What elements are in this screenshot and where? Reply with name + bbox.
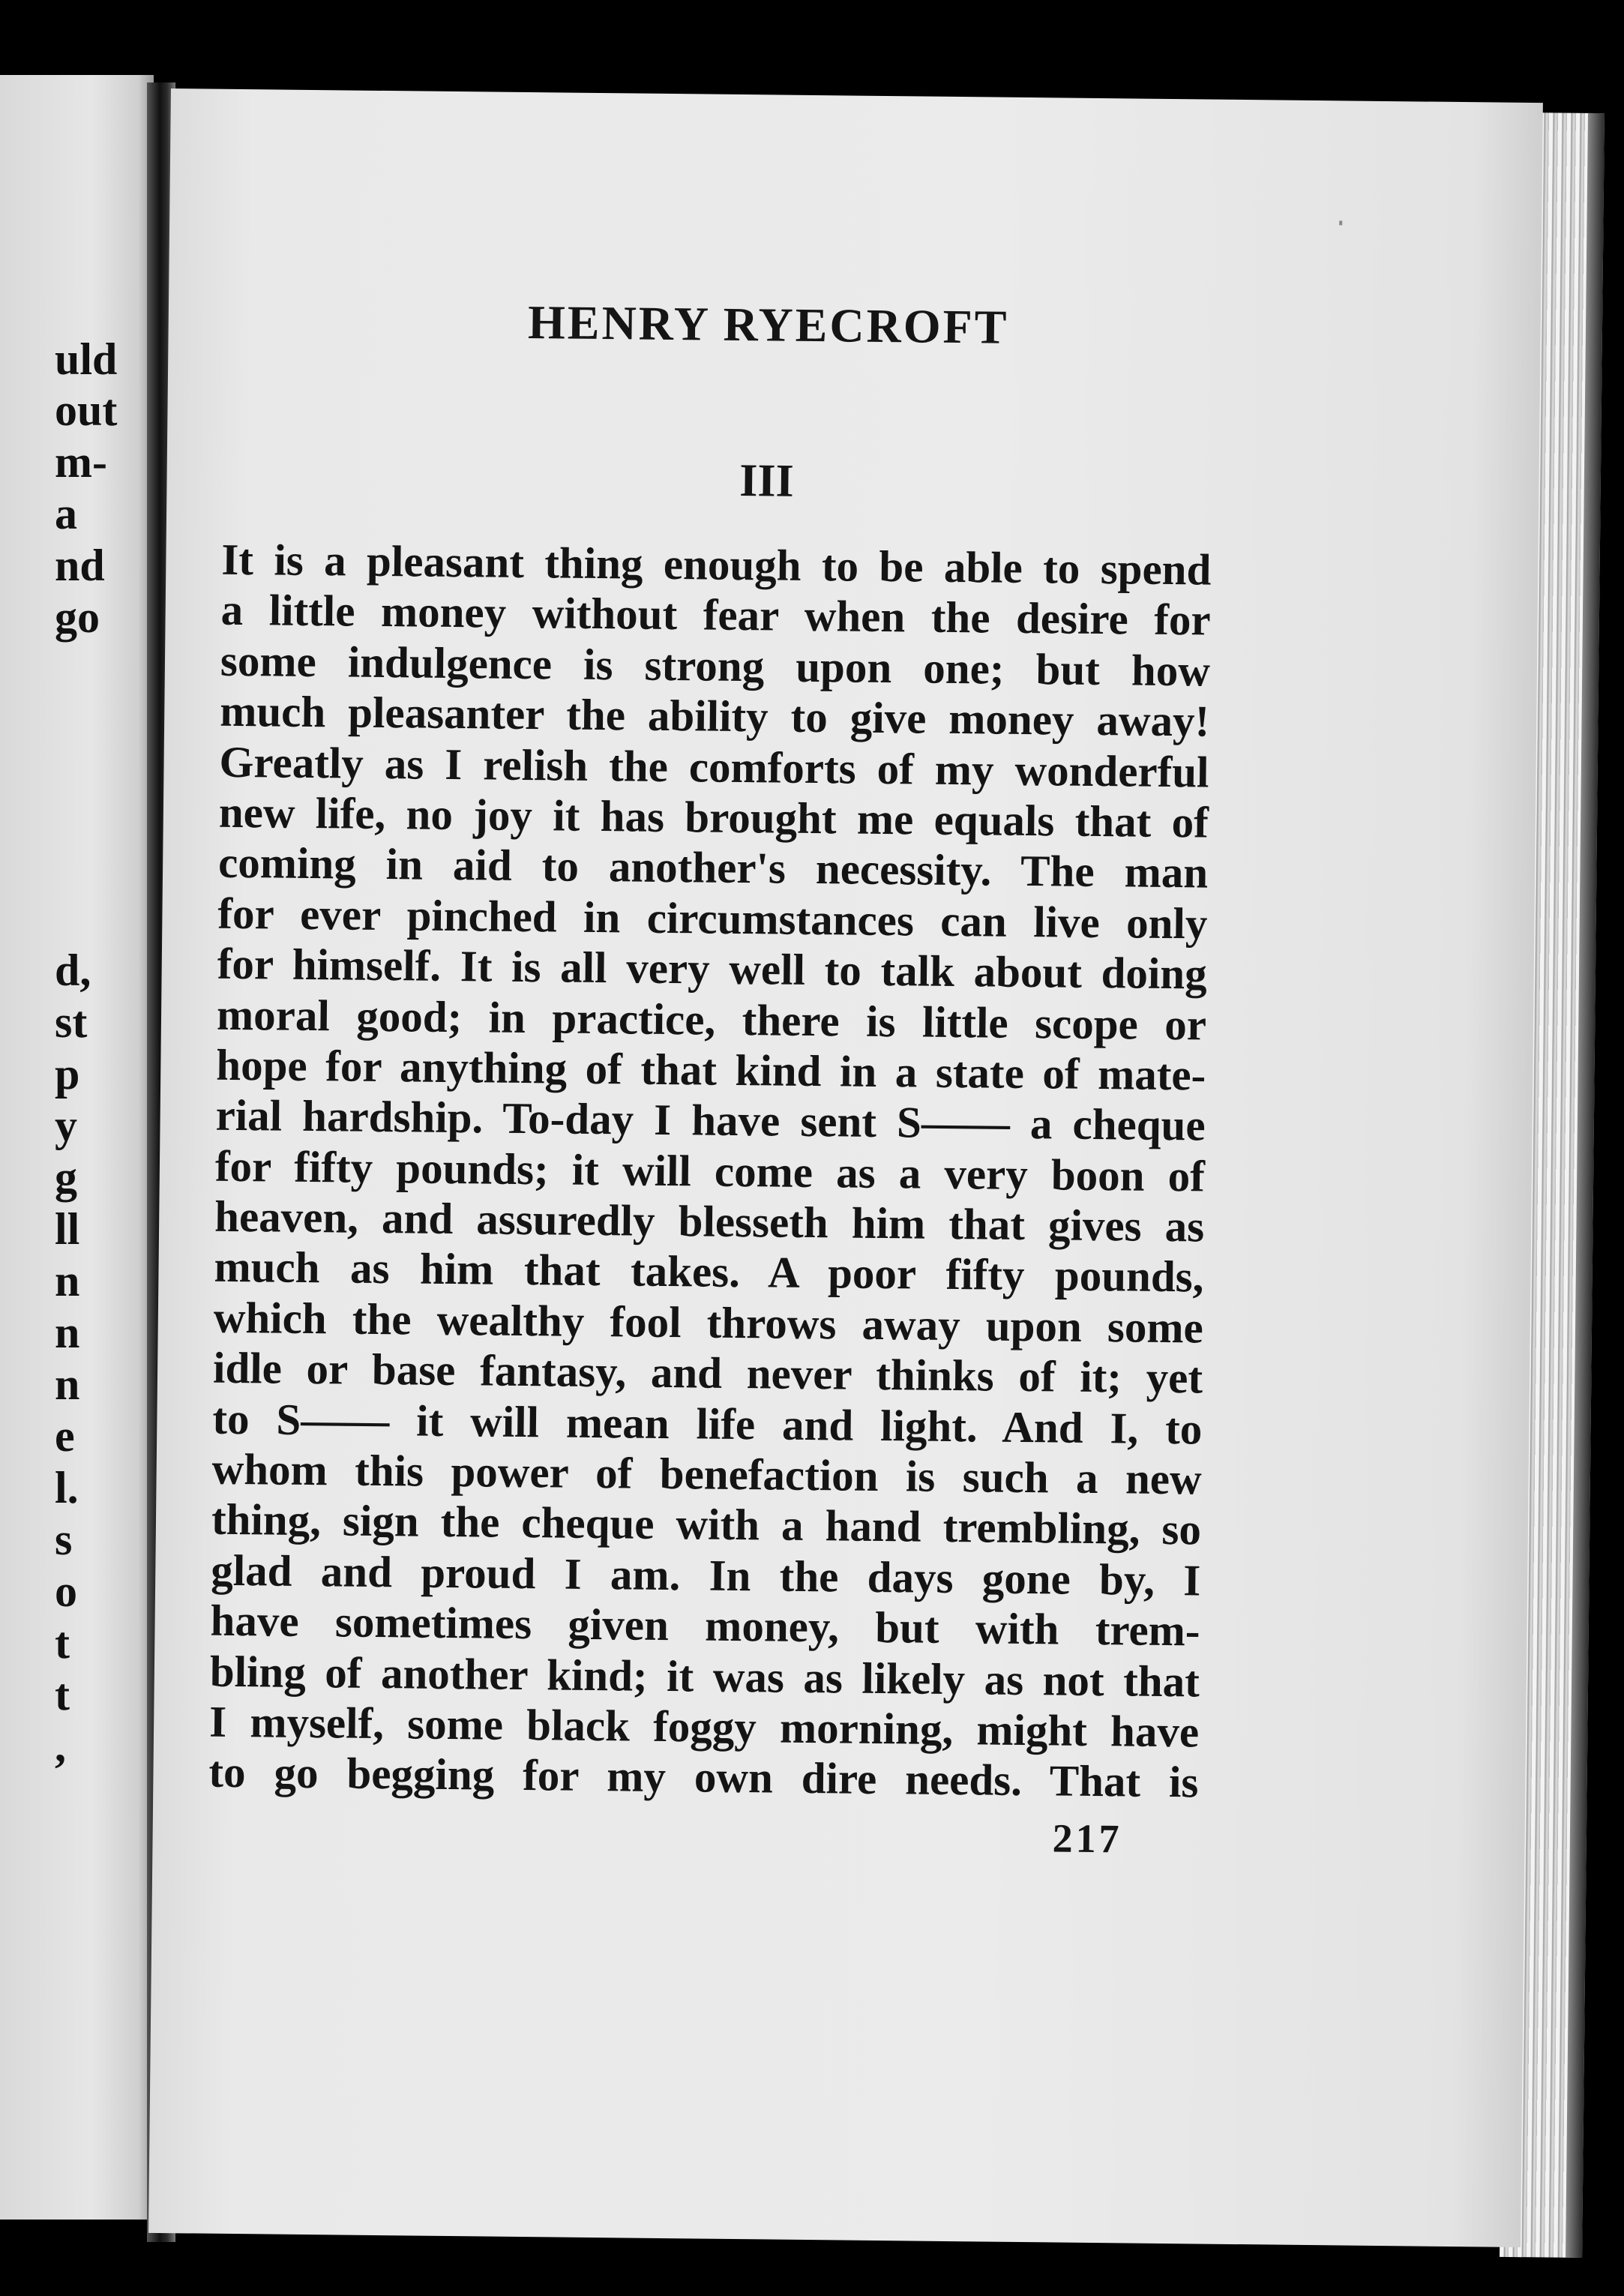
text-line: whom this power of benefaction is such a new	[211, 1443, 1203, 1504]
left-page-text-fragment: t	[55, 1618, 70, 1668]
left-page-text-fragment: g	[55, 1152, 77, 1202]
left-page-text-fragment: d,	[55, 946, 91, 995]
left-page-text-fragment: a	[55, 489, 77, 538]
left-page-text-fragment: y	[55, 1101, 77, 1150]
text-line: to go begging for my own dire needs. That is	[208, 1747, 1199, 1807]
left-page-text-fragment: e	[55, 1411, 75, 1461]
text-line: glad and proud I am. In the days gone by, I	[210, 1545, 1201, 1605]
left-page-text-fragment: t	[55, 1670, 70, 1719]
left-page-text-fragment: n	[55, 1256, 80, 1305]
left-page-text-fragment: out	[55, 385, 118, 435]
text-line: thing, sign the cheque with a hand trembling, so	[211, 1494, 1202, 1554]
left-page-text-fragment: n	[55, 1308, 80, 1357]
text-line: coming in aid to another's necessity. The man	[217, 838, 1209, 898]
book-page	[148, 88, 1543, 2247]
left-page-text-fragment: o	[55, 1566, 77, 1616]
text-line: to S—— it will mean life and light. And I, to	[212, 1393, 1203, 1454]
chapter-number: III	[739, 454, 795, 507]
text-line: have sometimes given money, but with trem-	[210, 1595, 1200, 1656]
body-text	[208, 535, 1212, 1808]
left-page-text-fragment: l.	[55, 1463, 79, 1512]
text-line: much pleasanter the ability to give money away!	[219, 685, 1210, 746]
left-page-text-fragment: go	[55, 592, 100, 642]
text-line: much as him that takes. A poor fifty pounds,	[214, 1242, 1204, 1302]
text-line: which the wealthy fool throws away upon some	[213, 1292, 1204, 1353]
text-line: Greatly as I relish the comforts of my wonderful	[219, 736, 1209, 797]
text-line: new life, no joy it has brought me equals that of	[218, 787, 1209, 847]
left-page-text-fragment: s	[55, 1515, 73, 1564]
left-page-text-fragment: st	[55, 997, 88, 1047]
text-line: some indulgence is strong upon one; but how	[220, 635, 1211, 696]
text-line: rial hardship. To-day I have sent S—— a cheque	[215, 1090, 1206, 1150]
left-page-text-fragment: m-	[55, 437, 107, 487]
left-page-text-fragment: n	[55, 1359, 80, 1409]
text-line: I myself, some black foggy morning, might have	[208, 1696, 1200, 1757]
left-page-text-fragment: p	[55, 1049, 80, 1099]
text-line: for ever pinched in circumstances can live only	[217, 888, 1208, 949]
left-page-text-fragment: ll	[55, 1204, 80, 1254]
left-page-text-fragment: ,	[55, 1722, 66, 1771]
text-line: bling of another kind; it was as likely as not that	[209, 1646, 1200, 1707]
text-line: hope for anything of that kind in a state of mate-	[216, 1039, 1206, 1100]
paper-speck	[1339, 220, 1342, 225]
text-line: idle or base fantasy, and never thinks of it; yet	[212, 1342, 1203, 1403]
text-line: It is a pleasant thing enough to be able to spend	[221, 534, 1212, 595]
text-line: for fifty pounds; it will come as a very boon of	[214, 1141, 1206, 1201]
text-line: for himself. It is all very well to talk about doing	[217, 938, 1208, 999]
text-line: moral good; in practice, there is little scope or	[216, 989, 1207, 1050]
running-head: HENRY RYECROFT	[527, 295, 1009, 354]
text-line: a little money without fear when the desire for	[220, 585, 1211, 645]
left-page-text-fragment: uld	[55, 334, 118, 384]
facing-left-page	[0, 75, 154, 2220]
left-page-text-fragment: nd	[55, 541, 105, 590]
text-line: heaven, and assuredly blesseth him that gives as	[214, 1191, 1205, 1251]
page-number: 217	[1052, 1815, 1122, 1862]
